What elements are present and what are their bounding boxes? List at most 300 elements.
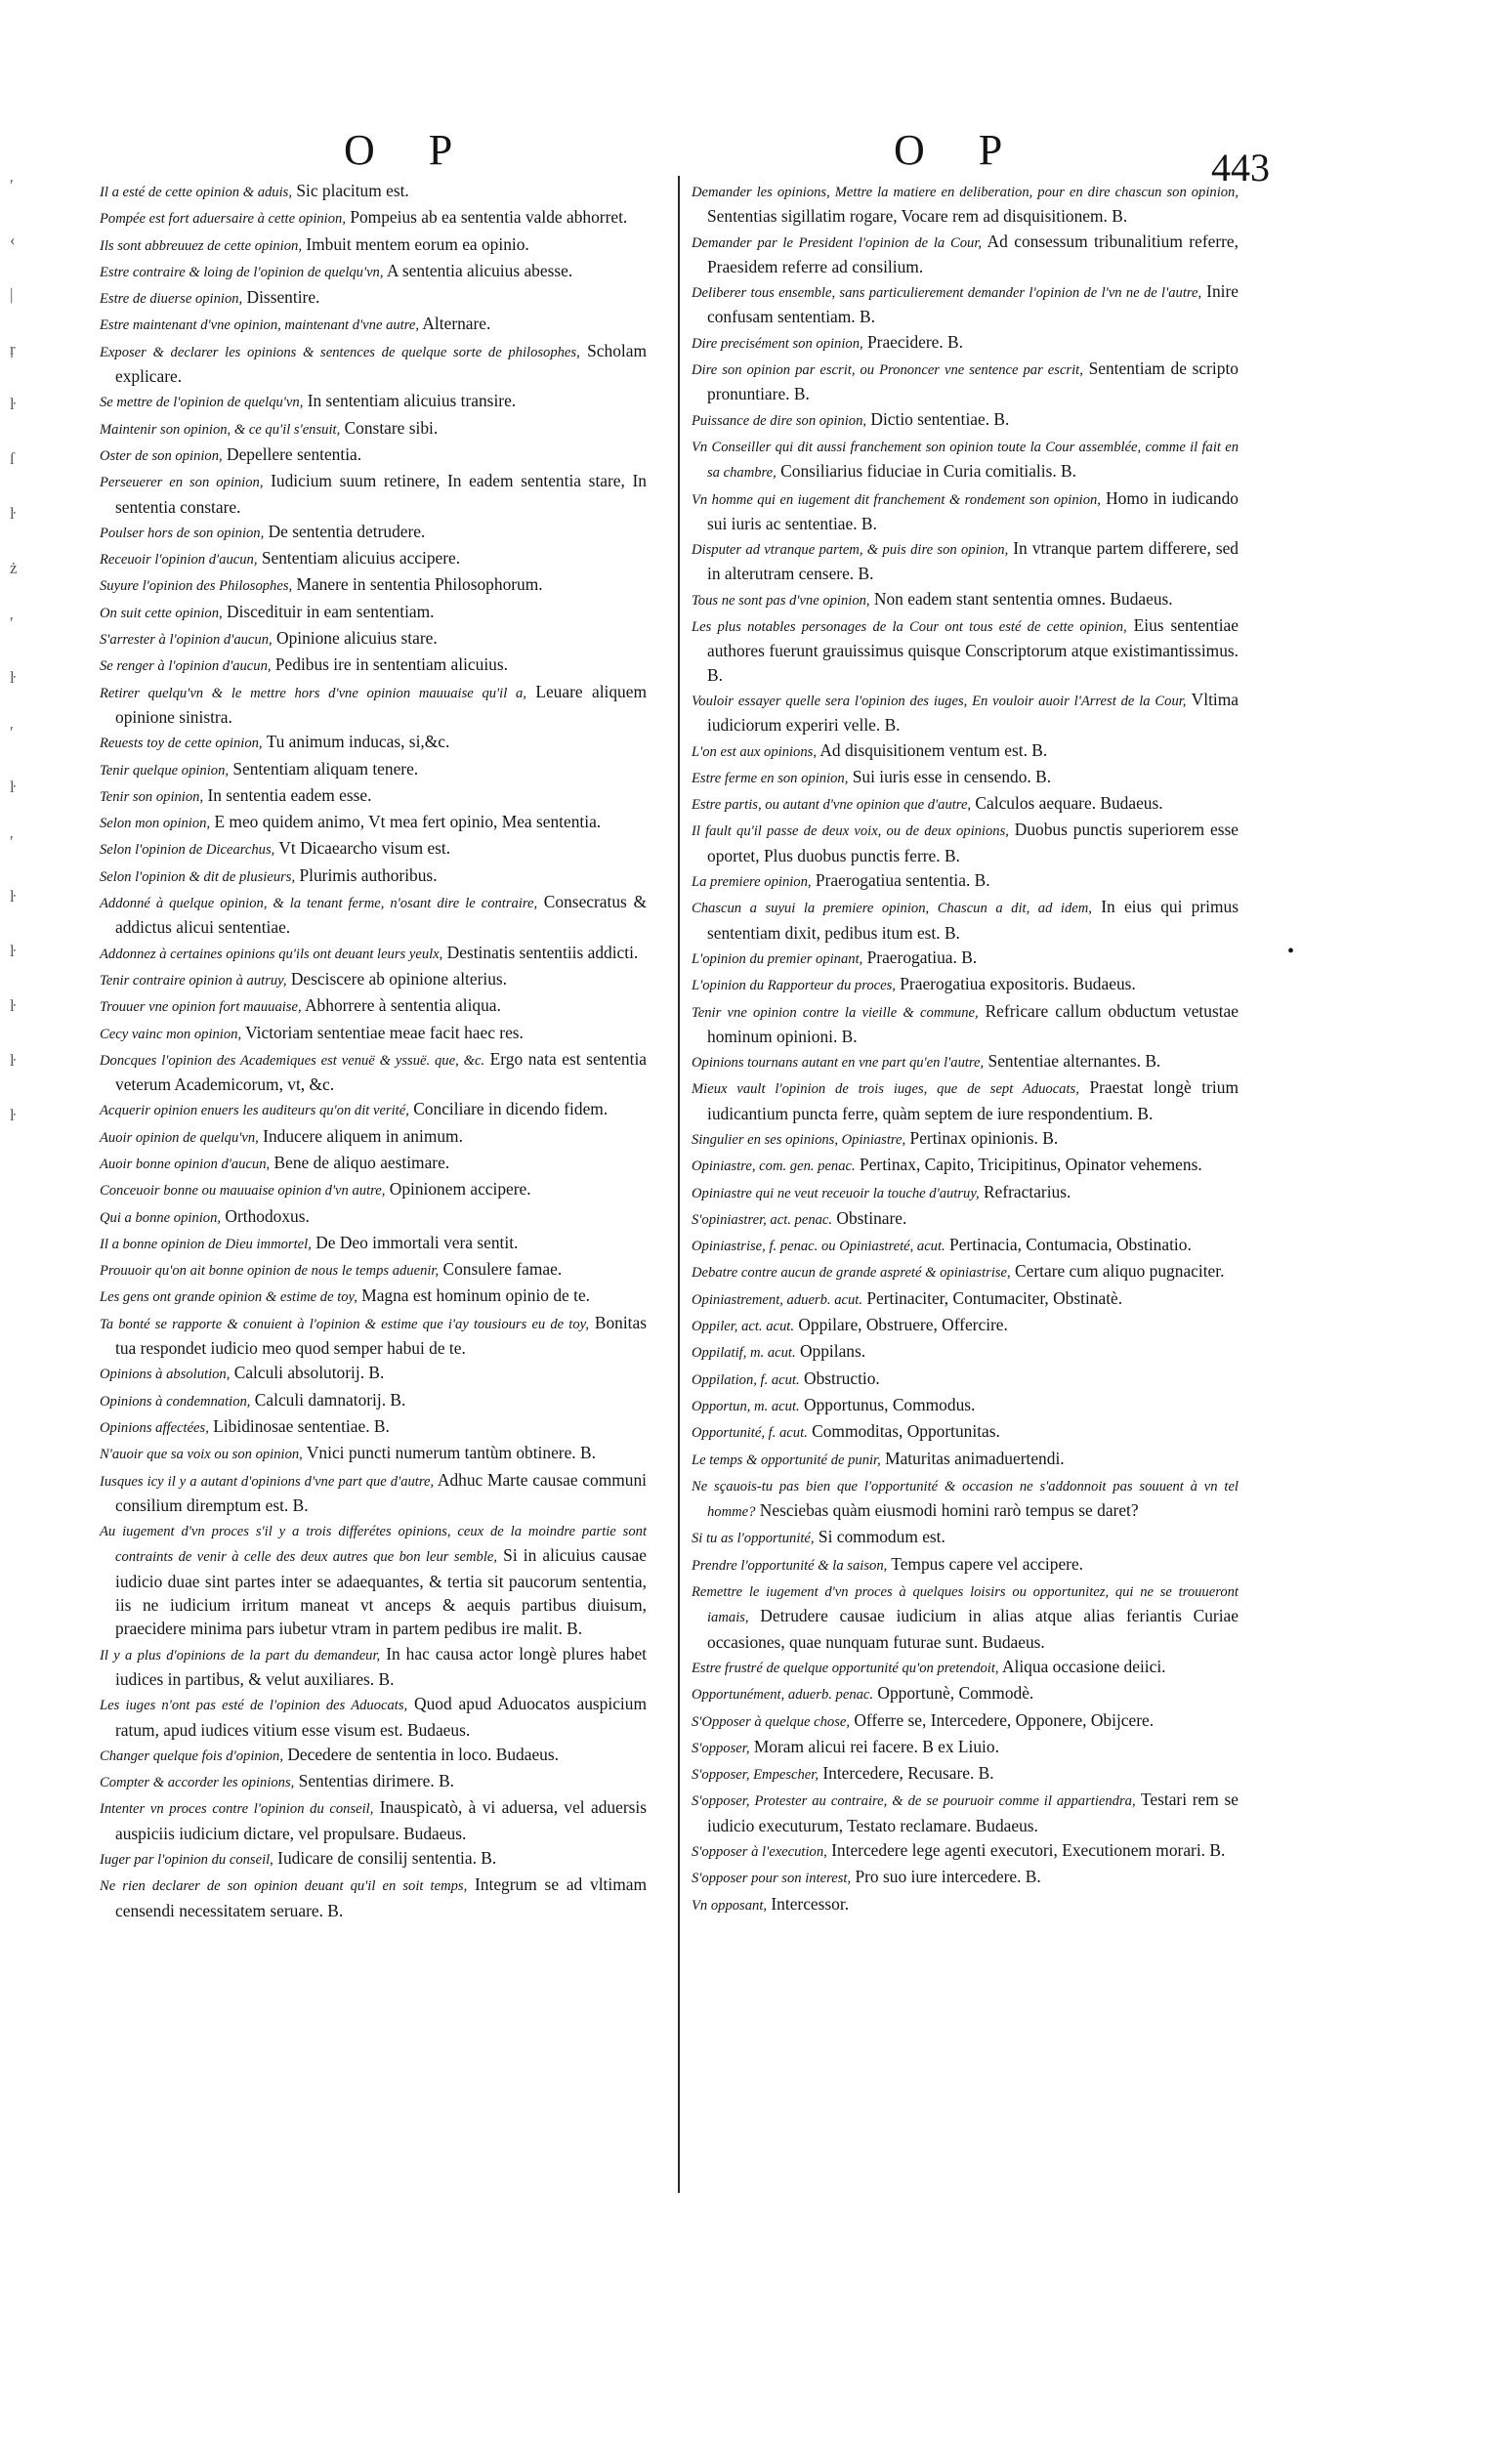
- entry-french: Selon mon opinion,: [100, 816, 211, 832]
- dictionary-entry: [692, 1735, 1239, 1760]
- entry-french: Demander les opinions, Mettre la matiere en deliberation, pour en dire chascun son opinion,: [692, 185, 1239, 200]
- entry-french: Doncques l'opinion des Academiques est venuë & yssuë. que, &c.: [100, 1052, 485, 1069]
- entry-french: Receuoir l'opinion d'aucun,: [100, 552, 258, 568]
- entry-latin: Pompeius ab ea sententia valde abhorret.: [345, 207, 628, 228]
- dictionary-entry: [692, 1579, 1239, 1654]
- entry-french: Tous ne sont pas d'vne opinion,: [692, 592, 870, 609]
- entry-latin: Calculos aequare. Budaeus.: [971, 793, 1163, 814]
- dictionary-entry: [100, 179, 647, 204]
- column-divider: [678, 176, 680, 2193]
- dictionary-entry: [100, 1311, 647, 1361]
- entry-french: L'on est aux opinions,: [692, 743, 817, 760]
- entry-latin: Obstructio.: [799, 1368, 880, 1388]
- entry-latin: Detrudere causae iudicium in alias atque alias feriantis Curiae occasiones, quae nunquam futurae sunt. Budaeus.: [707, 1606, 1239, 1652]
- entry-french: Opiniastre, com. gen. penac.: [692, 1158, 856, 1175]
- dictionary-entry: [692, 330, 1239, 356]
- entry-french: On suit cette opinion,: [100, 605, 223, 621]
- entry-latin: Praestat longè trium iudicantium puncta ferre, quàm septem de iure respondentium. B.: [707, 1077, 1239, 1123]
- entry-french: Retirer quelqu'vn & le mettre hors d'vne opinion mauuaise qu'il a,: [100, 685, 526, 701]
- dictionary-entry: [100, 783, 647, 809]
- dictionary-entry: [692, 1313, 1239, 1338]
- dictionary-entry: [692, 613, 1239, 687]
- dictionary-entry: [100, 285, 647, 311]
- dictionary-entry: [100, 1795, 647, 1845]
- entry-french: S'opposer,: [692, 1740, 750, 1756]
- entry-latin: Ad consessum tribunalitium referre, Praesidem referre ad consilium.: [707, 231, 1239, 276]
- entry-french: Selon l'opinion & dit de plusieurs,: [100, 868, 296, 885]
- entry-french: Cecy vainc mon opinion,: [100, 1026, 242, 1042]
- entry-latin: Consecratus & addictus alicui sententiae.: [115, 892, 647, 938]
- entry-french: S'opposer à l'execution,: [692, 1844, 827, 1860]
- entry-french: Estre frustré de quelque opportunité qu'on pretendoit,: [692, 1660, 999, 1676]
- entry-latin: E meo quidem animo, Vt mea fert opinio, Mea sententia.: [210, 812, 602, 832]
- entry-latin: Orthodoxus.: [221, 1205, 310, 1226]
- entry-latin: Tempus capere vel accipere.: [887, 1553, 1084, 1574]
- entry-french: Prendre l'opportunité & la saison,: [692, 1557, 888, 1574]
- dictionary-entry: [692, 434, 1239, 485]
- dictionary-entry: [692, 179, 1239, 229]
- entry-french: Mieux vault l'opinion de trois iuges, que de sept Aduocats,: [692, 1081, 1079, 1098]
- dictionary-entry: [692, 1525, 1239, 1550]
- entry-latin: Praerogatiua expositoris. Budaeus.: [895, 974, 1136, 994]
- dictionary-entry: [100, 1231, 647, 1256]
- entry-latin: Sententias sigillatim rogare, Vocare rem ad disquisitionem. B.: [707, 206, 1128, 227]
- entry-latin: Aliqua occasione deiici.: [998, 1656, 1166, 1676]
- entry-latin: Vltima iudiciorum experiri velle. B.: [707, 689, 1239, 736]
- entry-french: Demander par le President l'opinion de la Cour,: [692, 234, 983, 251]
- dictionary-entry: [100, 339, 647, 389]
- margin-mark: ‹: [10, 231, 16, 249]
- dictionary-entry: [100, 810, 647, 835]
- entry-french: Tenir vne opinion contre la vieille & commune,: [692, 1004, 979, 1021]
- entry-latin: Si commodum est.: [814, 1527, 945, 1547]
- margin-mark: ŀ: [10, 1051, 16, 1070]
- dictionary-entry: [100, 389, 647, 414]
- margin-mark: ŀ: [10, 1106, 16, 1124]
- entry-latin: Calculi damnatorij. B.: [250, 1389, 406, 1410]
- entry-french: Auoir opinion de quelqu'vn,: [100, 1129, 259, 1146]
- dictionary-entry: [100, 967, 647, 992]
- entry-french: Opinions tournans autant en vne part qu'en l'autre,: [692, 1055, 985, 1072]
- dictionary-entry: [692, 765, 1239, 790]
- entry-french: Vn homme qui en iugement dit franchement & rondement son opinion,: [692, 491, 1101, 508]
- entry-french: Se renger à l'opinion d'aucun,: [100, 658, 272, 675]
- entry-latin: Calculi absolutorij. B.: [230, 1363, 385, 1383]
- entry-latin: Destinatis sententiis addicti.: [442, 942, 639, 962]
- dictionary-entry: [100, 520, 647, 545]
- dictionary-entry: [692, 1367, 1239, 1392]
- dictionary-entry: [692, 688, 1239, 737]
- entry-latin: Opportunè, Commodè.: [873, 1683, 1034, 1704]
- dictionary-entry: [100, 626, 647, 652]
- entry-latin: Offerre se, Intercedere, Opponere, Obijcere.: [850, 1709, 1155, 1730]
- entry-french: Oppilation, f. acut.: [692, 1371, 800, 1388]
- entry-latin: Vt Dicaearcho visum est.: [274, 838, 451, 859]
- entry-latin: Refricare callum obductum vetustae hominum opinioni. B.: [707, 1000, 1239, 1046]
- dictionary-entry: [100, 1361, 647, 1386]
- entry-latin: Intercedere lege agenti executori, Executionem morari. B.: [826, 1840, 1226, 1860]
- entry-french: Compter & accorder les opinions,: [100, 1775, 295, 1791]
- entry-latin: Iudicare de consilij sententia. B.: [273, 1848, 497, 1868]
- entry-latin: Inauspicatò, à vi aduersa, vel aduersis auspiciis iudicium dictare, vel propulsare. Budaeus.: [115, 1797, 647, 1843]
- dictionary-entry: [692, 1838, 1239, 1864]
- dictionary-entry: [692, 486, 1239, 536]
- dictionary-entry: [100, 1204, 647, 1230]
- dictionary-entry: [100, 1388, 647, 1413]
- entry-french: Perseuerer en son opinion,: [100, 475, 264, 491]
- entry-french: Opinions à condemnation,: [100, 1393, 251, 1410]
- entry-french: S'opposer pour son interest,: [692, 1871, 852, 1887]
- margin-mark: ſ: [10, 449, 15, 468]
- entry-french: Oppiler, act. acut.: [692, 1319, 794, 1335]
- entry-french: La premiere opinion,: [692, 874, 812, 891]
- entry-latin: Integrum se ad vltimam censendi necessitatem seruare. B.: [115, 1874, 647, 1920]
- entry-french: Vn Conseiller qui dit aussi franchement son opinion toute la Cour assemblée, comme il fait en sa chambre,: [692, 439, 1239, 482]
- entry-french: Oster de son opinion,: [100, 447, 223, 464]
- dictionary-entry: [100, 259, 647, 284]
- entry-french: Le temps & opportunité de punir,: [692, 1452, 881, 1468]
- entry-latin: Oppilans.: [795, 1341, 866, 1362]
- entry-latin: In eius qui primus sententiam dixit, pedibus itum est. B.: [707, 897, 1239, 943]
- entry-latin: In hac causa actor longè plures habet iudices in partibus, & velut auxiliares. B.: [115, 1643, 647, 1689]
- entry-french: Il a bonne opinion de Dieu immortel,: [100, 1236, 312, 1252]
- margin-mark: ż: [10, 559, 18, 577]
- dictionary-entry: [692, 1761, 1239, 1787]
- entry-latin: Obstinare.: [832, 1207, 907, 1228]
- dictionary-entry: [692, 1233, 1239, 1258]
- entry-latin: Pertinax opinionis. B.: [905, 1127, 1059, 1148]
- entry-latin: Pedibus ire in sententiam alicuius.: [271, 654, 508, 675]
- dictionary-entry: [692, 1788, 1239, 1837]
- right-column: [692, 179, 1239, 1918]
- running-head-right: O P: [894, 126, 1025, 174]
- dictionary-entry: [100, 1769, 647, 1794]
- entry-french: N'auoir que sa voix ou son opinion,: [100, 1447, 303, 1463]
- entry-french: Estre partis, ou autant d'vne opinion que d'autre,: [692, 797, 972, 814]
- entry-latin: Testari rem se iudicio executurum, Testato reclamare. Budaeus.: [707, 1789, 1239, 1835]
- entry-french: L'opinion du Rapporteur du proces,: [692, 978, 896, 994]
- entry-latin: Ad disquisitionem ventum est. B.: [816, 739, 1048, 760]
- entry-french: S'opiniastrer, act. penac.: [692, 1211, 833, 1228]
- entry-latin: Pertinax, Capito, Tricipitinus, Opinator vehemens.: [855, 1155, 1202, 1175]
- entry-latin: Refractarius.: [979, 1181, 1071, 1201]
- entry-latin: Pro suo iure intercedere. B.: [851, 1867, 1041, 1887]
- margin-mark: ŀ: [10, 504, 16, 523]
- dictionary-entry: [692, 1552, 1239, 1578]
- entry-latin: Tu animum inducas, si,&c.: [262, 732, 450, 752]
- entry-latin: Praerogatiua. B.: [862, 947, 978, 967]
- entry-french: Intenter vn proces contre l'opinion du conseil,: [100, 1801, 374, 1818]
- margin-mark: ʹ: [10, 176, 14, 194]
- entry-french: Opportunité, f. acut.: [692, 1425, 808, 1442]
- dictionary-entry: [692, 946, 1239, 971]
- entry-french: Conceuoir bonne ou mauuaise opinion d'vn autre,: [100, 1183, 386, 1200]
- entry-latin: Iudicium suum retinere, In eadem sententia stare, In sententia constare.: [115, 471, 647, 517]
- dictionary-entry: [100, 546, 647, 571]
- dictionary-entry: [100, 1097, 647, 1122]
- entry-french: Si tu as l'opportunité,: [692, 1531, 815, 1547]
- entry-latin: Constare sibi.: [340, 417, 439, 438]
- dictionary-entry: [692, 536, 1239, 586]
- entry-latin: Discedituir in eam sententiam.: [222, 601, 435, 621]
- dictionary-entry: [692, 1075, 1239, 1125]
- entry-latin: Consulere famae.: [439, 1259, 563, 1280]
- entry-latin: Eius sententiae authores fuerunt grauissimus quisque Conscriptorum atque existimantissimus. B.: [707, 615, 1239, 685]
- dictionary-entry: [692, 1180, 1239, 1205]
- entry-latin: Leuare aliquem opinione sinistra.: [115, 681, 647, 727]
- entry-french: Opiniastre qui ne veut receuoir la touche d'autruy,: [692, 1185, 980, 1201]
- dictionary-entry: [692, 1286, 1239, 1312]
- margin-mark: ʹ: [10, 723, 14, 741]
- dictionary-entry: [100, 1124, 647, 1150]
- entry-french: S'opposer, Empescher,: [692, 1767, 819, 1784]
- dictionary-entry: [692, 1892, 1239, 1917]
- dictionary-entry: [100, 232, 647, 258]
- margin-mark: ŗ: [10, 340, 16, 358]
- dictionary-entry: [100, 863, 647, 889]
- entry-latin: Sententiam aliquam tenere.: [229, 758, 419, 779]
- dictionary-entry: [692, 738, 1239, 764]
- entry-french: Opportun, m. acut.: [692, 1398, 800, 1414]
- entry-french: Ne rien declarer de son opinion deuant qu'il en soit temps,: [100, 1878, 468, 1895]
- dictionary-entry: [692, 1153, 1239, 1178]
- dictionary-entry: [100, 416, 647, 442]
- dictionary-entry: [692, 1126, 1239, 1152]
- dictionary-entry: [692, 1339, 1239, 1365]
- dictionary-entry: [100, 1257, 647, 1283]
- dictionary-entry: [692, 868, 1239, 894]
- entry-latin: Dissentire.: [242, 287, 320, 308]
- dictionary-entry: [692, 972, 1239, 997]
- dictionary-entry: [100, 469, 647, 519]
- entry-latin: Consiliarius fiduciae in Curia comitialis. B.: [776, 461, 1076, 482]
- entry-latin: Commoditas, Opportunitas.: [807, 1421, 1000, 1442]
- entry-latin: Homo in iudicando sui iuris ac sententiae. B.: [707, 487, 1239, 533]
- entry-latin: De Deo immortali vera sentit.: [311, 1232, 519, 1252]
- entry-french: Estre de diuerse opinion,: [100, 291, 243, 308]
- entry-latin: Imbuit mentem eorum ea opinio.: [301, 233, 529, 254]
- dictionary-entry: [692, 1447, 1239, 1472]
- entry-french: Tenir contraire opinion à autruy,: [100, 972, 287, 989]
- entry-french: S'arrester à l'opinion d'aucun,: [100, 632, 273, 649]
- margin-mark: ʹ: [10, 832, 14, 851]
- dictionary-entry: [100, 1873, 647, 1922]
- entry-french: Opinions à absolution,: [100, 1367, 231, 1383]
- dictionary-entry: [692, 407, 1239, 433]
- dictionary-entry: [100, 572, 647, 598]
- entry-latin: Si in alicuius causae iudicio duae sint partes inter se adaequantes, & tertia sit paucorum sententia, iis ne iudicium irritum maneat vt anceps & aequis partibus diuisum, praecidere minima pars iubetur vtram in partem pedibus ire malit. B.: [115, 1545, 647, 1639]
- entry-latin: Sui iuris esse in censendo. B.: [848, 766, 1052, 786]
- entry-french: Debatre contre aucun de grande aspreté & opiniastrise,: [692, 1265, 1011, 1282]
- entry-latin: Certare cum aliquo pugnaciter.: [1010, 1261, 1225, 1282]
- margin-mark: ŀ: [10, 668, 16, 687]
- entry-french: L'opinion du premier opinant,: [692, 950, 863, 967]
- entry-french: Tenir quelque opinion,: [100, 762, 230, 779]
- dictionary-entry: [692, 1655, 1239, 1680]
- entry-french: Les plus notables personages de la Cour ont tous esté de cette opinion,: [692, 619, 1127, 636]
- dictionary-entry: [100, 1642, 647, 1692]
- entry-latin: Praerogatiua sententia. B.: [811, 870, 990, 891]
- running-head-left: O P: [344, 126, 475, 174]
- left-column: [100, 179, 647, 1923]
- entry-french: Exposer & declarer les opinions & sentences de quelque sorte de philosophes,: [100, 344, 580, 360]
- entry-latin: Praecidere. B.: [862, 331, 964, 352]
- entry-latin: Pertinacia, Contumacia, Obstinatio.: [945, 1235, 1192, 1255]
- margin-bullet: •: [1287, 941, 1295, 962]
- dictionary-entry: [692, 1708, 1239, 1734]
- entry-french: Pompée est fort aduersaire à cette opinion,: [100, 211, 346, 228]
- dictionary-entry: [692, 1393, 1239, 1418]
- margin-mark: ŀ: [10, 942, 16, 960]
- entry-french: Iuger par l'opinion du conseil,: [100, 1852, 273, 1868]
- entry-latin: Pertinaciter, Contumaciter, Obstinatè.: [861, 1287, 1123, 1308]
- entry-french: Prouuoir qu'on ait bonne opinion de nous le temps aduenir,: [100, 1263, 440, 1280]
- entry-french: Remettre le iugement d'vn proces à quelques loisirs ou opportunitez, qui ne se trouueront iamais,: [692, 1584, 1239, 1626]
- dictionary-entry: [100, 1177, 647, 1202]
- entry-french: Acquerir opinion enuers les auditeurs qu'on dit verité,: [100, 1103, 409, 1119]
- entry-french: S'opposer, Protester au contraire, & de se pouruoir comme il appartiendra,: [692, 1793, 1136, 1810]
- dictionary-entry: [100, 1441, 647, 1466]
- entry-french: Addonné à quelque opinion, & la tenant ferme, n'osant dire le contraire,: [100, 896, 538, 912]
- dictionary-entry: [100, 1468, 647, 1518]
- dictionary-entry: [100, 1021, 647, 1046]
- entry-latin: Scholam explicare.: [115, 340, 647, 387]
- entry-latin: Abhorrere à sententia aliqua.: [301, 995, 501, 1016]
- entry-french: Il a esté de cette opinion & aduis,: [100, 185, 292, 200]
- dictionary-entry: [100, 600, 647, 625]
- entry-french: Puissance de dire son opinion,: [692, 412, 867, 429]
- entry-latin: Nesciebas quàm eiusmodi homini rarò tempus se daret?: [755, 1500, 1139, 1521]
- dictionary-entry: [100, 312, 647, 337]
- entry-french: Opiniastrise, f. penac. ou Opiniastreté, acut.: [692, 1239, 945, 1255]
- entry-latin: De sententia detrudere.: [264, 521, 426, 541]
- dictionary-entry: [692, 1681, 1239, 1706]
- entry-french: Opinions affectées,: [100, 1419, 209, 1436]
- entry-french: Singulier en ses opinions, Opiniastre,: [692, 1131, 906, 1148]
- entry-french: Chascun a suyui la premiere opinion, Chascun a dit, ad idem,: [692, 901, 1092, 917]
- entry-french: Vn opposant,: [692, 1897, 768, 1914]
- entry-latin: Opinionem accipere.: [385, 1179, 531, 1200]
- dictionary-entry: [692, 357, 1239, 406]
- entry-french: Les iuges n'ont pas esté de l'opinion des Aduocats,: [100, 1698, 408, 1714]
- dictionary-entry: [100, 442, 647, 468]
- entry-french: Opiniastrement, aduerb. acut.: [692, 1291, 862, 1308]
- entry-latin: Libidinosae sententiae. B.: [208, 1415, 390, 1436]
- dictionary-entry: [100, 1692, 647, 1742]
- entry-french: Auoir bonne opinion d'aucun,: [100, 1156, 271, 1172]
- entry-latin: Victoriam sententiae meae facit haec res.: [241, 1022, 524, 1042]
- entry-french: Deliberer tous ensemble, sans particulierement demander l'opinion de l'vn ne de l'autre,: [692, 285, 1202, 302]
- dictionary-entry: [692, 1259, 1239, 1284]
- entry-french: Les gens ont grande opinion & estime de toy,: [100, 1289, 357, 1306]
- entry-french: Se mettre de l'opinion de quelqu'vn,: [100, 395, 304, 411]
- entry-latin: Desciscere ab opinione alterius.: [286, 968, 508, 989]
- dictionary-entry: [100, 680, 647, 730]
- dictionary-entry: [100, 993, 647, 1019]
- entry-latin: Moram alicui rei facere. B ex Liuio.: [749, 1736, 999, 1756]
- entry-french: Oppilatif, m. acut.: [692, 1345, 796, 1362]
- entry-latin: Duobus punctis superiorem esse oportet, Plus duobus punctis ferre. B.: [707, 820, 1239, 865]
- dictionary-entry: [100, 1518, 647, 1640]
- entry-latin: Intercedere, Recusare. B.: [819, 1763, 994, 1784]
- entry-french: Changer quelque fois d'opinion,: [100, 1747, 283, 1764]
- entry-french: Qui a bonne opinion,: [100, 1209, 222, 1226]
- entry-latin: Opinione alicuius stare.: [272, 628, 438, 649]
- entry-latin: Non eadem stant sententia omnes. Budaeus.: [869, 588, 1173, 609]
- entry-french: Estre ferme en son opinion,: [692, 770, 849, 786]
- entry-french: Ils sont abbreuuez de cette opinion,: [100, 237, 302, 254]
- dictionary-entry: [100, 1284, 647, 1309]
- entry-latin: Vnici puncti numerum tantùm obtinere. B.: [302, 1443, 596, 1463]
- entry-latin: Sententias dirimere. B.: [294, 1771, 455, 1791]
- entry-french: Estre contraire & loing de l'opinion de quelqu'vn,: [100, 264, 384, 280]
- dictionary-entry: [100, 1151, 647, 1176]
- entry-latin: Inducere aliquem in animum.: [258, 1125, 463, 1146]
- entry-latin: Sic placitum est.: [291, 181, 409, 200]
- entry-latin: Decedere de sententia in loco. Budaeus.: [282, 1744, 559, 1764]
- entry-latin: Inire confusam sententiam. B.: [707, 281, 1239, 327]
- entry-latin: In sententiam alicuius transire.: [303, 391, 517, 411]
- dictionary-entry: [100, 890, 647, 940]
- entry-latin: Manere in sententia Philosophorum.: [292, 574, 543, 595]
- entry-latin: Maturitas animaduertendi.: [880, 1448, 1065, 1468]
- entry-french: Iusques icy il y a autant d'opinions d'vne part que d'autre,: [100, 1473, 435, 1490]
- dictionary-entry: [100, 941, 647, 966]
- dictionary-entry: [692, 1049, 1239, 1074]
- entry-french: Reuests toy de cette opinion,: [100, 736, 263, 752]
- entry-latin: Adhuc Marte causae communi consilium diremptum est. B.: [115, 1469, 647, 1515]
- dictionary-entry: [692, 279, 1239, 329]
- dictionary-entry: [100, 1414, 647, 1440]
- dictionary-entry: [100, 757, 647, 782]
- entry-latin: Bonitas tua respondet iudicio meo quod semper habui de te.: [115, 1312, 647, 1359]
- entry-latin: Quod apud Aduocatos auspicium ratum, apud iudices vitium esse visum est. Budaeus.: [115, 1694, 647, 1740]
- dictionary-entry: [100, 1047, 647, 1097]
- entry-french: Trouuer vne opinion fort mauuaise,: [100, 999, 302, 1016]
- entry-french: Estre maintenant d'vne opinion, maintenant d'vne autre,: [100, 317, 419, 334]
- entry-latin: In sententia eadem esse.: [203, 784, 372, 805]
- entry-latin: Sententiam alicuius accipere.: [257, 548, 461, 568]
- entry-latin: Sententiam de scripto pronuntiare. B.: [707, 358, 1239, 404]
- margin-mark: ʹ: [10, 613, 14, 632]
- entry-latin: Opportunus, Commodus.: [799, 1394, 976, 1414]
- margin-mark: ŀ: [10, 996, 16, 1015]
- entry-latin: Dictio sententiae. B.: [866, 408, 1010, 429]
- page-number: 443: [1211, 146, 1270, 189]
- dictionary-entry: [100, 1743, 647, 1768]
- entry-french: Maintenir son opinion, & ce qu'il s'ensuit,: [100, 421, 341, 438]
- entry-latin: Plurimis authoribus.: [295, 864, 438, 885]
- entry-latin: Conciliare in dicendo fidem.: [408, 1099, 609, 1119]
- dictionary-entry: [100, 653, 647, 678]
- entry-french: Tenir son opinion,: [100, 788, 204, 805]
- entry-latin: Intercessor.: [767, 1893, 850, 1914]
- dictionary-entry: [692, 1419, 1239, 1445]
- dictionary-entry: [692, 1473, 1239, 1525]
- entry-latin: Alternare.: [418, 314, 491, 334]
- entry-french: Il fault qu'il passe de deux voix, ou de deux opinions,: [692, 823, 1009, 840]
- dictionary-entry: [692, 1206, 1239, 1232]
- dictionary-entry: [100, 730, 647, 755]
- entry-french: Disputer ad vtranque partem, & puis dire son opinion,: [692, 542, 1009, 559]
- dictionary-entry: [692, 895, 1239, 945]
- margin-mark: ŀ: [10, 887, 16, 905]
- entry-french: Au iugement d'vn proces s'il y a trois differétes opinions, ceux de la moindre partie sont contraints de venir à celle des deux autres que bon leur semble,: [100, 1524, 647, 1566]
- dictionary-entry: [692, 999, 1239, 1049]
- dictionary-entry: [692, 230, 1239, 279]
- dictionary-entry: [100, 1846, 647, 1872]
- entry-french: Suyure l'opinion des Philosophes,: [100, 578, 293, 595]
